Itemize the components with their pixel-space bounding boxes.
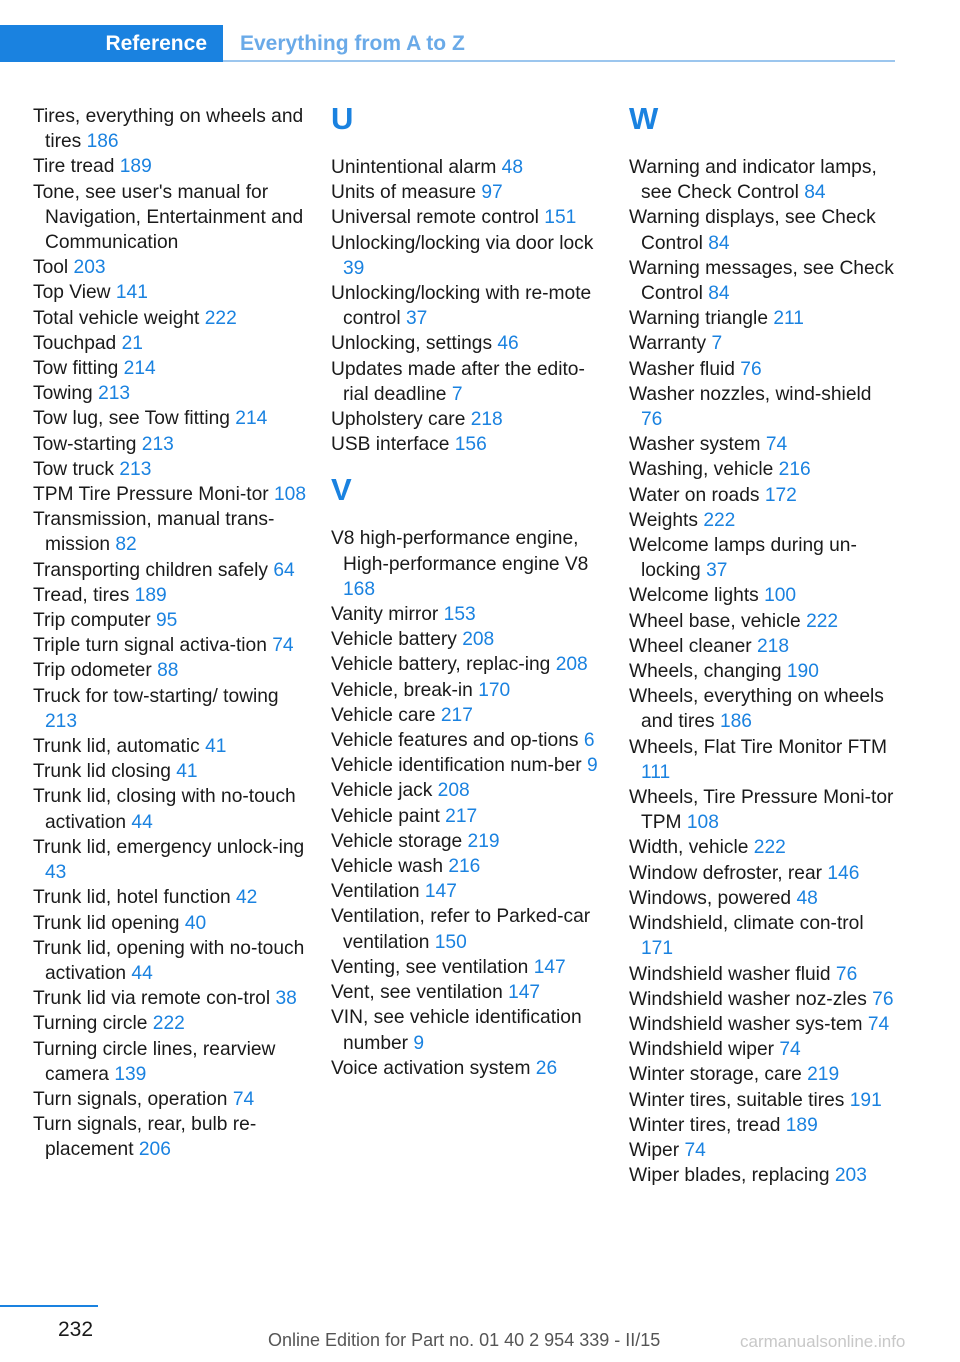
page-link[interactable]: 26 bbox=[535, 1057, 558, 1079]
index-entry bbox=[331, 652, 606, 677]
page-link[interactable]: 48 bbox=[796, 887, 818, 909]
page-link[interactable]: 213 bbox=[119, 458, 152, 480]
page-link[interactable]: 189 bbox=[785, 1114, 818, 1136]
page-link[interactable]: 172 bbox=[764, 484, 797, 506]
page-link[interactable]: 84 bbox=[708, 232, 730, 254]
page-link[interactable]: 150 bbox=[434, 931, 467, 953]
index-entry bbox=[33, 583, 308, 608]
page-link[interactable]: 44 bbox=[131, 962, 153, 984]
page-link[interactable]: 88 bbox=[157, 660, 179, 682]
entry-text: Winter tires, suitable tires bbox=[629, 1089, 845, 1111]
page-link[interactable]: 147 bbox=[424, 881, 457, 903]
entry-text: Winter storage, care bbox=[629, 1064, 802, 1086]
entry-text: Wheels, Tire Pressure Moni‐tor TPM bbox=[629, 787, 894, 834]
entry-text: Vehicle, break-in bbox=[331, 679, 473, 701]
index-entry bbox=[629, 1163, 897, 1188]
page-link[interactable]: 189 bbox=[119, 156, 152, 178]
entry-text: Wiper bbox=[629, 1139, 680, 1161]
entry-text: Water on roads bbox=[629, 484, 760, 506]
index-entry bbox=[629, 1012, 897, 1037]
entry-text: Tow-starting bbox=[33, 433, 137, 455]
entry-text: Triple turn signal activa‐tion bbox=[33, 635, 267, 657]
index-entry bbox=[33, 684, 308, 734]
entry-text: Turning circle lines, rearview camera bbox=[33, 1038, 276, 1085]
entry-text: Trip computer bbox=[33, 610, 151, 632]
entry-text: Tow lug, see Tow fitting bbox=[33, 408, 230, 430]
page-link[interactable]: 40 bbox=[184, 912, 207, 934]
index-entry bbox=[33, 406, 308, 431]
entry-text: Touchpad bbox=[33, 332, 117, 354]
page-link[interactable]: 216 bbox=[448, 856, 481, 878]
entry-text: Vehicle storage bbox=[331, 830, 463, 852]
index-entry bbox=[629, 306, 897, 331]
index-entry bbox=[629, 533, 897, 583]
page-link[interactable]: 84 bbox=[804, 182, 826, 204]
entry-text: Trip odometer bbox=[33, 660, 152, 682]
page-link[interactable]: 213 bbox=[45, 710, 78, 732]
index-entry bbox=[331, 854, 606, 879]
index-entry bbox=[33, 986, 308, 1011]
index-entry bbox=[33, 558, 308, 583]
entry-text: Wheel cleaner bbox=[629, 635, 752, 657]
entry-text: Upholstery care bbox=[331, 409, 466, 431]
page-link[interactable]: 64 bbox=[273, 559, 295, 581]
index-entry bbox=[33, 104, 308, 154]
page-link[interactable]: 189 bbox=[134, 584, 167, 606]
entry-text: Wheels, Flat Tire Monitor FTM bbox=[629, 736, 888, 758]
entry-text: Width, vehicle bbox=[629, 837, 749, 859]
page-link[interactable]: 151 bbox=[544, 207, 577, 229]
index-entry bbox=[629, 457, 897, 482]
index-entry bbox=[33, 154, 308, 179]
entry-text: Turning circle bbox=[33, 1013, 148, 1035]
index-entry bbox=[629, 609, 897, 634]
page-link[interactable]: 214 bbox=[123, 358, 156, 380]
page-link[interactable]: 222 bbox=[152, 1013, 185, 1035]
index-entry bbox=[629, 1037, 897, 1062]
entry-text: Winter tires, tread bbox=[629, 1114, 781, 1136]
entry-text: Wheels, everything on wheels and tires bbox=[629, 686, 884, 733]
index-entry bbox=[33, 306, 308, 331]
index-entry bbox=[629, 583, 897, 608]
entry-text: Tires, everything on wheels and tires bbox=[33, 106, 304, 153]
page-link[interactable]: 156 bbox=[454, 434, 487, 456]
index-entry bbox=[629, 155, 897, 205]
entry-text: Vehicle paint bbox=[331, 805, 440, 827]
index-entry bbox=[331, 778, 606, 803]
entry-text: Washer fluid bbox=[629, 358, 735, 380]
index-entry bbox=[33, 608, 308, 633]
index-entry bbox=[331, 829, 606, 854]
entry-text: Total vehicle weight bbox=[33, 307, 200, 329]
entry-text: Units of measure bbox=[331, 182, 477, 204]
entry-text: Warning messages, see Check Control bbox=[629, 257, 894, 305]
entry-text: Tool bbox=[33, 257, 69, 279]
page-link[interactable]: 37 bbox=[706, 560, 728, 582]
page-header bbox=[0, 25, 895, 62]
entry-text: Warning triangle bbox=[629, 308, 768, 330]
entry-text: Windshield washer noz‐zles bbox=[629, 988, 867, 1010]
index-entry bbox=[331, 955, 606, 980]
index-entry bbox=[33, 180, 308, 256]
index-entry bbox=[331, 804, 606, 829]
index-entry bbox=[629, 205, 897, 255]
page-link[interactable]: 222 bbox=[703, 509, 736, 531]
entry-text: Tone, see user's manual for Navigation, Entertainment and Communication bbox=[33, 181, 304, 254]
page-link[interactable]: 218 bbox=[470, 409, 503, 431]
entry-text: Universal remote control bbox=[331, 207, 539, 229]
entry-text: V8 high-performance engine, High-performance engine V8 bbox=[331, 528, 589, 575]
entry-text: Vehicle battery bbox=[331, 629, 457, 651]
page-link[interactable]: 222 bbox=[806, 610, 839, 632]
index-entry bbox=[33, 633, 308, 658]
page-link[interactable]: 171 bbox=[641, 938, 674, 960]
page-link[interactable]: 76 bbox=[641, 409, 663, 431]
entry-text: Trunk lid, emergency unlock‐ing bbox=[33, 836, 305, 858]
page-link[interactable]: 74 bbox=[779, 1039, 801, 1061]
page-link[interactable]: 82 bbox=[115, 534, 137, 556]
index-entry bbox=[629, 508, 897, 533]
entry-text: Window defroster, rear bbox=[629, 862, 823, 884]
index-entry bbox=[33, 255, 308, 280]
page-link[interactable]: 41 bbox=[176, 761, 198, 783]
index-column-2 bbox=[331, 101, 606, 1081]
section-title: Everything from A to Z bbox=[240, 32, 465, 55]
page-link[interactable]: 21 bbox=[121, 332, 143, 354]
index-entry bbox=[331, 753, 606, 778]
index-entry bbox=[331, 331, 606, 356]
entry-text: Trunk lid, opening with no-touch activation bbox=[33, 937, 305, 984]
header-rule bbox=[223, 60, 895, 62]
index-entry bbox=[629, 861, 897, 886]
entry-text: Updates made after the edito‐rial deadline bbox=[331, 358, 585, 405]
index-entry bbox=[331, 357, 606, 407]
index-entry bbox=[629, 432, 897, 457]
section-tab: Reference bbox=[0, 25, 223, 62]
entry-text: Washing, vehicle bbox=[629, 459, 774, 481]
page-link[interactable]: 211 bbox=[773, 308, 804, 330]
index-entry bbox=[331, 627, 606, 652]
page-link[interactable]: 7 bbox=[451, 383, 463, 405]
page-link[interactable]: 190 bbox=[786, 661, 819, 683]
entry-text: Vehicle wash bbox=[331, 856, 443, 878]
page-link[interactable]: 219 bbox=[467, 830, 500, 852]
index-entry bbox=[629, 1113, 897, 1138]
page-link[interactable]: 216 bbox=[778, 459, 811, 481]
watermark: carmanualsonline.info bbox=[740, 1332, 906, 1351]
entry-text: Washer nozzles, wind‐shield bbox=[629, 383, 872, 405]
entry-text: Ventilation bbox=[331, 881, 420, 903]
entry-text: VIN, see vehicle identification number bbox=[331, 1007, 582, 1054]
index-entry bbox=[33, 457, 308, 482]
entry-text: Trunk lid, hotel function bbox=[33, 887, 231, 909]
page-link[interactable]: 38 bbox=[275, 988, 297, 1010]
edition-note: Online Edition for Part no. 01 40 2 954 339 - II/15 bbox=[268, 1330, 661, 1350]
index-column-1 bbox=[33, 104, 308, 1163]
page-link[interactable]: 97 bbox=[481, 182, 503, 204]
index-entry bbox=[331, 281, 606, 331]
index-entry bbox=[629, 735, 897, 785]
index-entry bbox=[629, 634, 897, 659]
index-entry bbox=[629, 785, 897, 835]
entry-text: Wheel base, vehicle bbox=[629, 610, 801, 632]
index-entry bbox=[629, 886, 897, 911]
entry-text: Warranty bbox=[629, 333, 707, 355]
index-entry bbox=[33, 280, 308, 305]
entry-text: Unlocking/locking with re‐mote control bbox=[331, 283, 592, 330]
index-entry bbox=[331, 1005, 606, 1055]
index-letter-heading: U bbox=[331, 101, 354, 136]
page-link[interactable]: 108 bbox=[686, 812, 719, 834]
page-link[interactable]: 9 bbox=[413, 1032, 425, 1054]
index-entry bbox=[629, 911, 897, 961]
page-link[interactable]: 219 bbox=[807, 1064, 840, 1086]
index-entry bbox=[629, 1088, 897, 1113]
entry-text: Tow fitting bbox=[33, 358, 119, 380]
page-link[interactable]: 147 bbox=[508, 982, 541, 1004]
page-link[interactable]: 74 bbox=[272, 635, 294, 657]
index-entry bbox=[33, 1011, 308, 1036]
index-entry bbox=[629, 987, 897, 1012]
index-letter-heading: V bbox=[331, 472, 352, 508]
entry-text: Vehicle identification num‐ber bbox=[331, 755, 582, 777]
entry-text: Towing bbox=[33, 383, 93, 405]
entry-text: Vanity mirror bbox=[331, 604, 439, 626]
page-link[interactable]: 84 bbox=[708, 283, 730, 305]
index-entry bbox=[629, 357, 897, 382]
entry-text: Wiper blades, replacing bbox=[629, 1165, 830, 1187]
page-link[interactable]: 37 bbox=[405, 308, 428, 330]
page-link[interactable]: 186 bbox=[86, 131, 119, 153]
page-link[interactable]: 203 bbox=[73, 257, 106, 279]
page-link[interactable]: 74 bbox=[232, 1088, 255, 1110]
page-link[interactable]: 222 bbox=[753, 837, 786, 859]
entry-text: Truck for tow-starting/ towing bbox=[33, 685, 279, 707]
page-link[interactable]: 76 bbox=[835, 963, 858, 985]
page-link[interactable]: 9 bbox=[587, 755, 598, 777]
entry-text: Windshield wiper bbox=[629, 1039, 775, 1061]
index-entry bbox=[331, 526, 606, 602]
entry-text: Washer system bbox=[629, 434, 761, 456]
index-entry bbox=[629, 256, 897, 306]
index-entry bbox=[33, 507, 308, 557]
index-entry bbox=[331, 432, 606, 457]
page-link[interactable]: 76 bbox=[872, 988, 894, 1010]
entry-text: Unintentional alarm bbox=[331, 157, 497, 178]
page-link[interactable]: 74 bbox=[684, 1139, 706, 1161]
page-link[interactable]: 146 bbox=[827, 862, 860, 884]
entry-text: Turn signals, operation bbox=[33, 1088, 228, 1110]
index-entry bbox=[331, 728, 606, 753]
index-entry bbox=[33, 1112, 308, 1162]
entry-text: Trunk lid via remote con‐trol bbox=[33, 988, 271, 1010]
entry-text: TPM Tire Pressure Moni‐tor bbox=[33, 484, 269, 506]
index-entry bbox=[33, 356, 308, 381]
entry-text: Wheels, changing bbox=[629, 661, 782, 683]
entry-text: Vehicle care bbox=[331, 704, 436, 726]
entry-text: Venting, see ventilation bbox=[331, 956, 529, 978]
index-entry bbox=[331, 980, 606, 1005]
index-entry bbox=[33, 885, 308, 910]
page-link[interactable]: 141 bbox=[115, 282, 148, 304]
index-entry bbox=[33, 911, 308, 936]
page-link[interactable]: 208 bbox=[555, 654, 588, 676]
entry-text: Trunk lid, closing with no-touch activation bbox=[33, 786, 296, 833]
entry-text: Tire tread bbox=[33, 156, 115, 178]
page-link[interactable]: 217 bbox=[440, 704, 473, 726]
entry-text: Top View bbox=[33, 282, 111, 304]
entry-text: Weights bbox=[629, 509, 698, 531]
index-entry bbox=[331, 180, 606, 205]
page-link[interactable]: 41 bbox=[205, 736, 227, 758]
index-entry bbox=[629, 1138, 897, 1163]
entry-text: Windows, powered bbox=[629, 887, 792, 909]
page-link[interactable]: 217 bbox=[445, 805, 478, 827]
page-link[interactable]: 42 bbox=[236, 887, 258, 909]
page-link[interactable]: 100 bbox=[764, 585, 797, 607]
page-link[interactable]: 213 bbox=[98, 383, 131, 405]
page-link[interactable]: 139 bbox=[114, 1063, 147, 1085]
entry-text: Vehicle battery, replac‐ing bbox=[331, 654, 551, 676]
index-entry bbox=[629, 1062, 897, 1087]
index-entry bbox=[33, 1037, 308, 1087]
index-entry bbox=[629, 684, 897, 734]
page-link[interactable]: 76 bbox=[740, 358, 762, 380]
page-link[interactable]: 214 bbox=[235, 408, 268, 430]
index-entry bbox=[33, 784, 308, 834]
page-number: 232 bbox=[58, 1318, 94, 1341]
entry-text: Trunk lid opening bbox=[33, 912, 180, 934]
entry-text: Transporting children safely bbox=[33, 559, 268, 581]
page-link[interactable]: 153 bbox=[443, 604, 476, 626]
index-entry bbox=[629, 835, 897, 860]
index-entry bbox=[331, 407, 606, 432]
page-link[interactable]: 6 bbox=[583, 730, 595, 752]
index-entry bbox=[629, 483, 897, 508]
entry-text: Windshield washer fluid bbox=[629, 963, 831, 985]
entry-text: Trunk lid closing bbox=[33, 761, 171, 783]
index-letter-heading: W bbox=[629, 101, 659, 136]
page-link[interactable]: 74 bbox=[867, 1013, 890, 1035]
index-entry bbox=[629, 382, 897, 432]
entry-text: Windshield washer sys‐tem bbox=[629, 1013, 863, 1035]
entry-text: Turn signals, rear, bulb re‐placement bbox=[33, 1114, 257, 1161]
page-link[interactable]: 39 bbox=[343, 257, 365, 279]
index-entry bbox=[629, 331, 897, 356]
index-entry bbox=[33, 482, 308, 507]
entry-text: Trunk lid, automatic bbox=[33, 736, 200, 758]
entry-text: Unlocking, settings bbox=[331, 333, 493, 355]
entry-text: Welcome lights bbox=[629, 585, 759, 607]
page-link[interactable]: 213 bbox=[141, 433, 174, 455]
entry-text: USB interface bbox=[331, 434, 450, 456]
index-column-3 bbox=[629, 101, 897, 1188]
index-entry bbox=[629, 659, 897, 684]
page-link[interactable]: 147 bbox=[533, 956, 566, 978]
index-entry bbox=[331, 879, 606, 904]
entry-text: Vehicle features and op‐tions bbox=[331, 730, 579, 752]
entry-text: Vehicle jack bbox=[331, 780, 433, 802]
entry-text: Transmission, manual trans‐mission bbox=[33, 509, 275, 556]
page-link[interactable]: 208 bbox=[437, 780, 470, 802]
entry-text: Windshield, climate con‐trol bbox=[629, 913, 864, 935]
index-entry bbox=[331, 904, 606, 954]
page-link[interactable]: 44 bbox=[131, 811, 153, 833]
page-link[interactable]: 191 bbox=[849, 1089, 882, 1111]
page-link[interactable]: 170 bbox=[478, 679, 511, 701]
page-link[interactable]: 208 bbox=[462, 629, 495, 651]
index-entry bbox=[33, 381, 308, 406]
page-link[interactable]: 74 bbox=[765, 434, 788, 456]
footer-rule bbox=[0, 1305, 98, 1307]
page-link[interactable]: 48 bbox=[501, 157, 524, 178]
entry-text: Tow truck bbox=[33, 458, 115, 480]
page-link[interactable]: 218 bbox=[757, 635, 790, 657]
index-entry bbox=[33, 1087, 308, 1112]
entry-text: Voice activation system bbox=[331, 1057, 531, 1079]
page-link[interactable]: 168 bbox=[343, 578, 376, 600]
index-entry bbox=[33, 331, 308, 356]
index-entry bbox=[629, 962, 897, 987]
page-link[interactable]: 186 bbox=[719, 711, 752, 733]
index-entry bbox=[331, 602, 606, 627]
page-link[interactable]: 95 bbox=[156, 610, 178, 632]
index-entry bbox=[331, 231, 606, 281]
index-entry bbox=[331, 678, 606, 703]
page-link[interactable]: 108 bbox=[273, 484, 306, 506]
index-entry bbox=[331, 1056, 606, 1081]
index-entry bbox=[33, 734, 308, 759]
index-entry bbox=[33, 936, 308, 986]
page-link[interactable]: 222 bbox=[204, 307, 237, 329]
index-entry bbox=[33, 658, 308, 683]
entry-text: Warning and indicator lamps, see Check Control bbox=[629, 157, 877, 204]
page-link[interactable]: 7 bbox=[711, 333, 723, 355]
index-entry bbox=[331, 205, 606, 230]
index-entry bbox=[33, 759, 308, 784]
entry-text: Tread, tires bbox=[33, 584, 130, 606]
entry-text: Ventilation, refer to Parked-car ventilation bbox=[331, 906, 591, 953]
index-entry bbox=[331, 703, 606, 728]
index-entry bbox=[331, 155, 606, 180]
entry-text: Unlocking/locking via door lock bbox=[331, 232, 594, 254]
entry-text: Welcome lamps during un‐locking bbox=[629, 535, 857, 582]
page-link[interactable]: 43 bbox=[45, 862, 67, 884]
index-entry bbox=[33, 835, 308, 885]
index-entry bbox=[33, 432, 308, 457]
page-link[interactable]: 206 bbox=[138, 1139, 171, 1161]
page-link[interactable]: 111 bbox=[641, 761, 671, 783]
page-link[interactable]: 46 bbox=[497, 333, 519, 355]
entry-text: Warning displays, see Check Control bbox=[629, 207, 876, 254]
page-link[interactable]: 203 bbox=[834, 1165, 867, 1187]
entry-text: Vent, see ventilation bbox=[331, 982, 503, 1004]
